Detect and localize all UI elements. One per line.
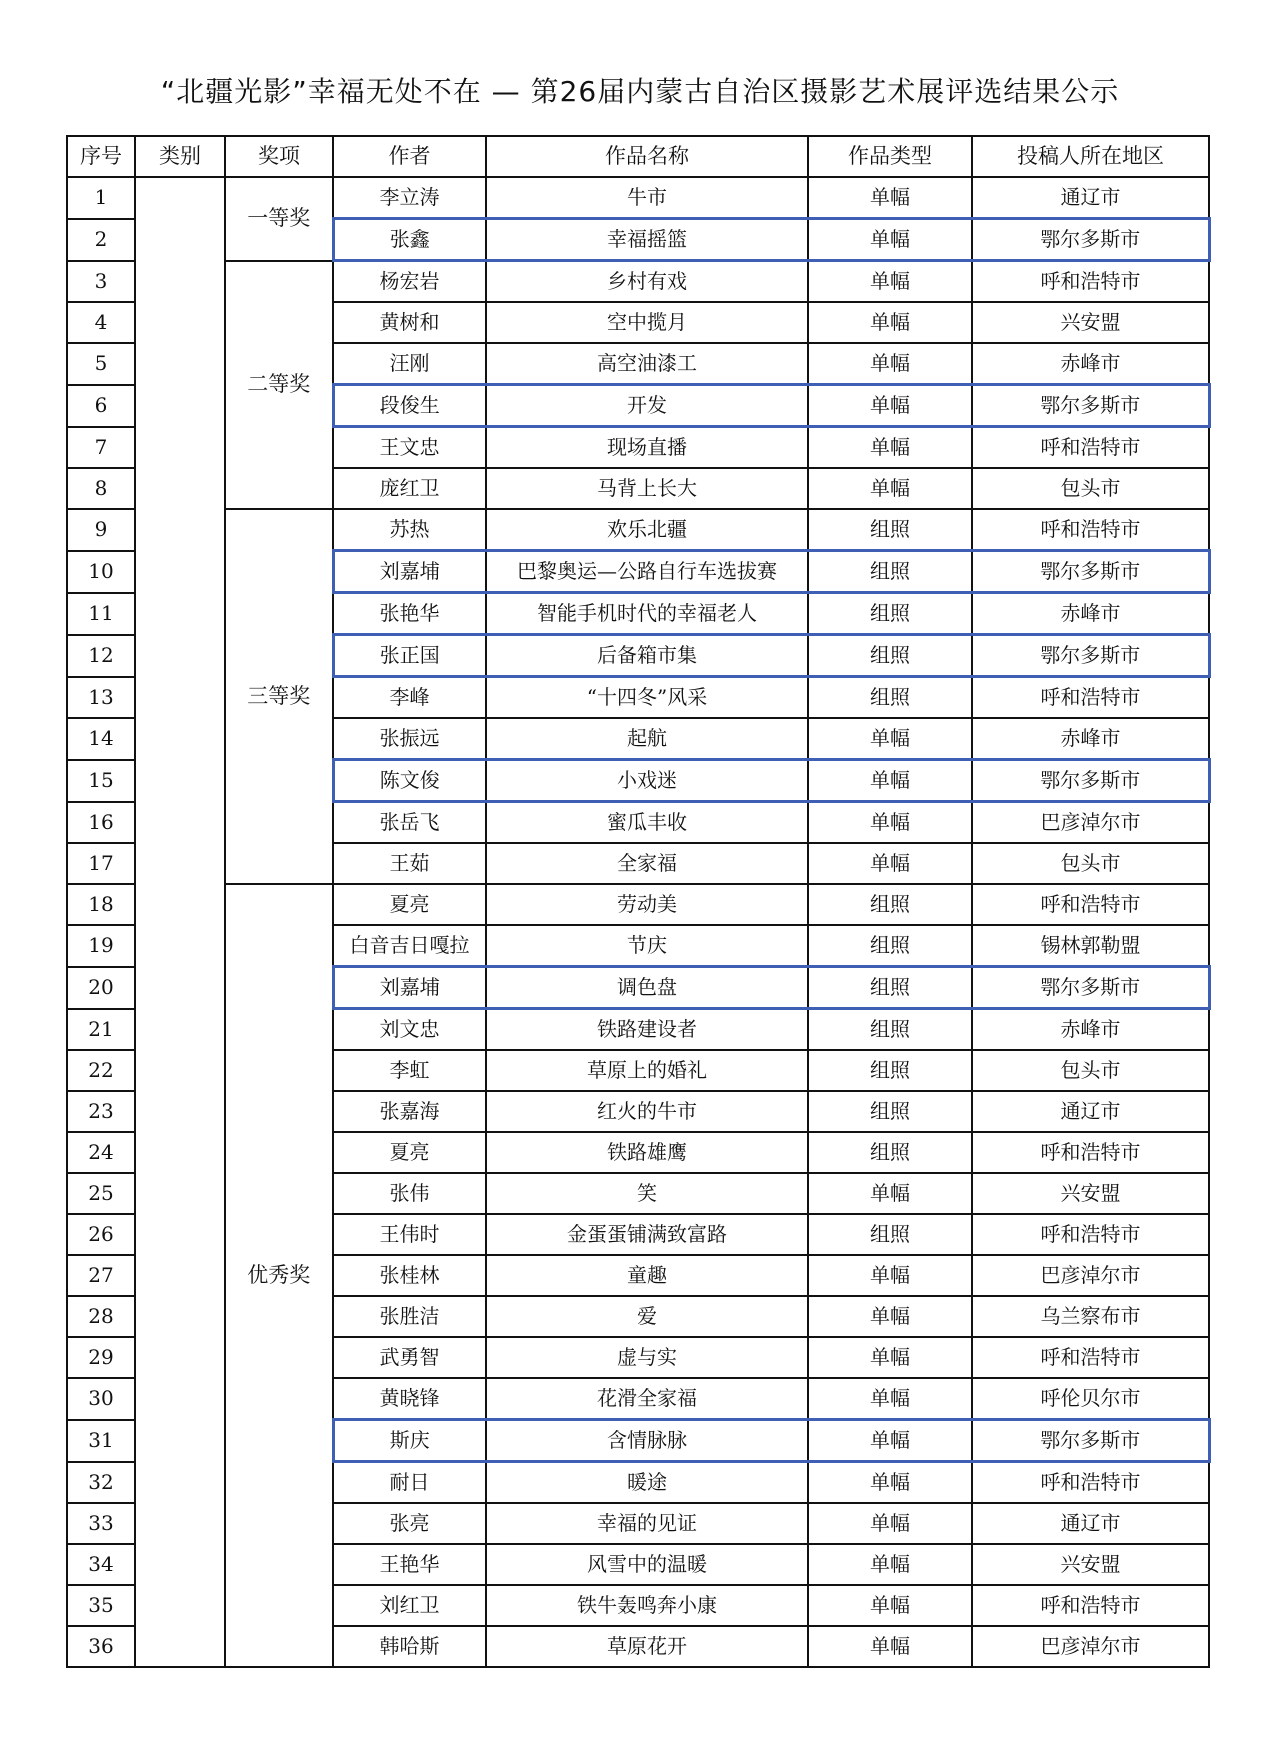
table-row <box>67 509 1209 551</box>
work-title-cell: 草原花开 <box>486 1626 808 1667</box>
document-title: “北疆光影”幸福无处不在 — 第26届内蒙古自治区摄影艺术展评选结果公示 <box>160 75 1120 108</box>
author-cell: 王艳华 <box>333 1544 486 1585</box>
work-title-cell: 童趣 <box>486 1255 808 1296</box>
region-cell: 鄂尔多斯市 <box>972 967 1209 1009</box>
author-cell: 张振远 <box>333 718 486 760</box>
row-number: 8 <box>67 468 135 509</box>
row-number: 26 <box>67 1214 135 1255</box>
work-title-cell: 劳动美 <box>486 884 808 925</box>
region-cell: 呼和浩特市 <box>972 1214 1209 1255</box>
award-cell: 一等奖 <box>225 177 333 261</box>
work-title-cell: 草原上的婚礼 <box>486 1050 808 1091</box>
work-title-cell: 金蛋蛋铺满致富路 <box>486 1214 808 1255</box>
work-title-cell: 幸福的见证 <box>486 1503 808 1544</box>
row-number: 27 <box>67 1255 135 1296</box>
region-cell: 呼和浩特市 <box>972 1337 1209 1378</box>
work-title-cell: 开发 <box>486 385 808 427</box>
region-cell: 呼和浩特市 <box>972 1462 1209 1504</box>
table-row <box>67 884 1209 925</box>
work-title-cell: 小戏迷 <box>486 760 808 802</box>
work-type-cell: 单幅 <box>808 1420 972 1462</box>
row-number: 28 <box>67 1296 135 1337</box>
work-title-cell: 起航 <box>486 718 808 760</box>
work-type-cell: 组照 <box>808 551 972 593</box>
work-type-cell: 单幅 <box>808 343 972 385</box>
author-cell: 王茹 <box>333 843 486 884</box>
work-type-cell: 单幅 <box>808 427 972 469</box>
work-type-cell: 组照 <box>808 884 972 925</box>
row-number: 29 <box>67 1337 135 1378</box>
work-title-cell: 花滑全家福 <box>486 1378 808 1420</box>
region-cell: 乌兰察布市 <box>972 1296 1209 1337</box>
work-title-cell: 现场直播 <box>486 427 808 469</box>
row-number: 35 <box>67 1585 135 1626</box>
author-cell: 苏热 <box>333 509 486 551</box>
row-number: 6 <box>67 385 135 427</box>
region-cell: 通辽市 <box>972 177 1209 219</box>
category-cell <box>135 177 225 1667</box>
header-author: 作者 <box>333 136 486 177</box>
work-title-cell: 风雪中的温暖 <box>486 1544 808 1585</box>
region-cell: 呼伦贝尔市 <box>972 1378 1209 1420</box>
work-type-cell: 单幅 <box>808 1503 972 1544</box>
region-cell: 锡林郭勒盟 <box>972 925 1209 967</box>
header-work-title: 作品名称 <box>486 136 808 177</box>
work-type-cell: 单幅 <box>808 1337 972 1378</box>
region-cell: 包头市 <box>972 468 1209 509</box>
row-number: 23 <box>67 1091 135 1132</box>
row-number: 22 <box>67 1050 135 1091</box>
author-cell: 张嘉海 <box>333 1091 486 1132</box>
author-cell: 张正国 <box>333 635 486 677</box>
work-type-cell: 单幅 <box>808 302 972 343</box>
author-cell: 张鑫 <box>333 219 486 261</box>
work-title-cell: 欢乐北疆 <box>486 509 808 551</box>
work-type-cell: 单幅 <box>808 718 972 760</box>
work-title-cell: 巴黎奥运—公路自行车选拔赛 <box>486 551 808 593</box>
work-type-cell: 组照 <box>808 509 972 551</box>
row-number: 12 <box>67 635 135 677</box>
row-number: 19 <box>67 925 135 967</box>
work-type-cell: 单幅 <box>808 1255 972 1296</box>
work-type-cell: 单幅 <box>808 1296 972 1337</box>
header-row <box>67 136 1209 177</box>
table-row <box>67 177 1209 219</box>
work-title-cell: 红火的牛市 <box>486 1091 808 1132</box>
row-number: 36 <box>67 1626 135 1667</box>
work-title-cell: 幸福摇篮 <box>486 219 808 261</box>
work-type-cell: 组照 <box>808 635 972 677</box>
row-number: 17 <box>67 843 135 884</box>
header-category: 类别 <box>135 136 225 177</box>
region-cell: 呼和浩特市 <box>972 1585 1209 1626</box>
region-cell: 呼和浩特市 <box>972 509 1209 551</box>
author-cell: 张岳飞 <box>333 802 486 844</box>
region-cell: 兴安盟 <box>972 302 1209 343</box>
author-cell: 李立涛 <box>333 177 486 219</box>
work-type-cell: 单幅 <box>808 1626 972 1667</box>
row-number: 32 <box>67 1462 135 1504</box>
work-type-cell: 组照 <box>808 967 972 1009</box>
region-cell: 呼和浩特市 <box>972 1132 1209 1173</box>
author-cell: 刘文忠 <box>333 1009 486 1051</box>
header-award: 奖项 <box>225 136 333 177</box>
row-number: 4 <box>67 302 135 343</box>
work-title-cell: 空中揽月 <box>486 302 808 343</box>
work-type-cell: 单幅 <box>808 1173 972 1214</box>
row-number: 1 <box>67 177 135 219</box>
author-cell: 武勇智 <box>333 1337 486 1378</box>
work-type-cell: 单幅 <box>808 760 972 802</box>
work-type-cell: 单幅 <box>808 802 972 844</box>
header-work-type: 作品类型 <box>808 136 972 177</box>
region-cell: 鄂尔多斯市 <box>972 1420 1209 1462</box>
author-cell: 张艳华 <box>333 593 486 635</box>
work-type-cell: 组照 <box>808 1132 972 1173</box>
work-title-cell: 高空油漆工 <box>486 343 808 385</box>
region-cell: 呼和浩特市 <box>972 427 1209 469</box>
work-title-cell: 调色盘 <box>486 967 808 1009</box>
work-type-cell: 单幅 <box>808 219 972 261</box>
author-cell: 刘红卫 <box>333 1585 486 1626</box>
author-cell: 斯庆 <box>333 1420 486 1462</box>
row-number: 24 <box>67 1132 135 1173</box>
work-title-cell: 智能手机时代的幸福老人 <box>486 593 808 635</box>
region-cell: 包头市 <box>972 843 1209 884</box>
region-cell: 兴安盟 <box>972 1173 1209 1214</box>
work-title-cell: 虚与实 <box>486 1337 808 1378</box>
work-type-cell: 单幅 <box>808 385 972 427</box>
work-type-cell: 组照 <box>808 677 972 719</box>
author-cell: 李虹 <box>333 1050 486 1091</box>
work-type-cell: 单幅 <box>808 843 972 884</box>
row-number: 16 <box>67 802 135 844</box>
region-cell: 巴彦淖尔市 <box>972 1255 1209 1296</box>
work-type-cell: 组照 <box>808 1009 972 1051</box>
region-cell: 通辽市 <box>972 1091 1209 1132</box>
award-cell: 三等奖 <box>225 509 333 884</box>
work-title-cell: 蜜瓜丰收 <box>486 802 808 844</box>
region-cell: 赤峰市 <box>972 718 1209 760</box>
row-number: 34 <box>67 1544 135 1585</box>
work-type-cell: 单幅 <box>808 261 972 303</box>
row-number: 10 <box>67 551 135 593</box>
results-table <box>66 135 1211 1668</box>
work-title-cell: 铁路建设者 <box>486 1009 808 1051</box>
work-type-cell: 组照 <box>808 1214 972 1255</box>
row-number: 31 <box>67 1420 135 1462</box>
author-cell: 耐日 <box>333 1462 486 1504</box>
header-no: 序号 <box>67 136 135 177</box>
author-cell: 王伟时 <box>333 1214 486 1255</box>
row-number: 14 <box>67 718 135 760</box>
region-cell: 兴安盟 <box>972 1544 1209 1585</box>
work-title-cell: 含情脉脉 <box>486 1420 808 1462</box>
region-cell: 赤峰市 <box>972 593 1209 635</box>
author-cell: 白音吉日嘎拉 <box>333 925 486 967</box>
region-cell: 呼和浩特市 <box>972 677 1209 719</box>
author-cell: 王文忠 <box>333 427 486 469</box>
row-number: 30 <box>67 1378 135 1420</box>
author-cell: 张胜洁 <box>333 1296 486 1337</box>
row-number: 15 <box>67 760 135 802</box>
author-cell: 陈文俊 <box>333 760 486 802</box>
work-type-cell: 单幅 <box>808 1378 972 1420</box>
author-cell: 黄晓锋 <box>333 1378 486 1420</box>
row-number: 21 <box>67 1009 135 1051</box>
work-title-cell: 节庆 <box>486 925 808 967</box>
region-cell: 鄂尔多斯市 <box>972 551 1209 593</box>
author-cell: 段俊生 <box>333 385 486 427</box>
author-cell: 张伟 <box>333 1173 486 1214</box>
region-cell: 赤峰市 <box>972 343 1209 385</box>
work-title-cell: 铁路雄鹰 <box>486 1132 808 1173</box>
table-row <box>67 261 1209 303</box>
region-cell: 鄂尔多斯市 <box>972 385 1209 427</box>
row-number: 11 <box>67 593 135 635</box>
author-cell: 庞红卫 <box>333 468 486 509</box>
work-title-cell: 铁牛轰鸣奔小康 <box>486 1585 808 1626</box>
work-type-cell: 单幅 <box>808 1462 972 1504</box>
work-type-cell: 单幅 <box>808 177 972 219</box>
work-type-cell: 单幅 <box>808 468 972 509</box>
row-number: 9 <box>67 509 135 551</box>
work-title-cell: 乡村有戏 <box>486 261 808 303</box>
work-title-cell: “十四冬”风采 <box>486 677 808 719</box>
work-title-cell: 笑 <box>486 1173 808 1214</box>
row-number: 3 <box>67 261 135 303</box>
row-number: 5 <box>67 343 135 385</box>
author-cell: 李峰 <box>333 677 486 719</box>
work-title-cell: 全家福 <box>486 843 808 884</box>
region-cell: 鄂尔多斯市 <box>972 219 1209 261</box>
author-cell: 张桂林 <box>333 1255 486 1296</box>
author-cell: 韩哈斯 <box>333 1626 486 1667</box>
row-number: 33 <box>67 1503 135 1544</box>
author-cell: 汪刚 <box>333 343 486 385</box>
region-cell: 呼和浩特市 <box>972 884 1209 925</box>
region-cell: 呼和浩特市 <box>972 261 1209 303</box>
work-type-cell: 组照 <box>808 1091 972 1132</box>
author-cell: 黄树和 <box>333 302 486 343</box>
author-cell: 杨宏岩 <box>333 261 486 303</box>
award-cell: 二等奖 <box>225 261 333 510</box>
work-type-cell: 组照 <box>808 925 972 967</box>
author-cell: 夏亮 <box>333 884 486 925</box>
work-type-cell: 单幅 <box>808 1544 972 1585</box>
row-number: 7 <box>67 427 135 469</box>
row-number: 20 <box>67 967 135 1009</box>
region-cell: 巴彦淖尔市 <box>972 802 1209 844</box>
author-cell: 夏亮 <box>333 1132 486 1173</box>
region-cell: 巴彦淖尔市 <box>972 1626 1209 1667</box>
author-cell: 张亮 <box>333 1503 486 1544</box>
author-cell: 刘嘉埔 <box>333 551 486 593</box>
region-cell: 鄂尔多斯市 <box>972 760 1209 802</box>
work-type-cell: 组照 <box>808 593 972 635</box>
work-title-cell: 爱 <box>486 1296 808 1337</box>
row-number: 25 <box>67 1173 135 1214</box>
work-type-cell: 单幅 <box>808 1585 972 1626</box>
award-cell: 优秀奖 <box>225 884 333 1667</box>
row-number: 2 <box>67 219 135 261</box>
region-cell: 通辽市 <box>972 1503 1209 1544</box>
work-title-cell: 马背上长大 <box>486 468 808 509</box>
work-title-cell: 暖途 <box>486 1462 808 1504</box>
region-cell: 赤峰市 <box>972 1009 1209 1051</box>
table-body <box>67 177 1209 1667</box>
region-cell: 包头市 <box>972 1050 1209 1091</box>
work-title-cell: 牛市 <box>486 177 808 219</box>
row-number: 18 <box>67 884 135 925</box>
author-cell: 刘嘉埔 <box>333 967 486 1009</box>
header-region: 投稿人所在地区 <box>972 136 1209 177</box>
region-cell: 鄂尔多斯市 <box>972 635 1209 677</box>
work-type-cell: 组照 <box>808 1050 972 1091</box>
work-title-cell: 后备箱市集 <box>486 635 808 677</box>
row-number: 13 <box>67 677 135 719</box>
